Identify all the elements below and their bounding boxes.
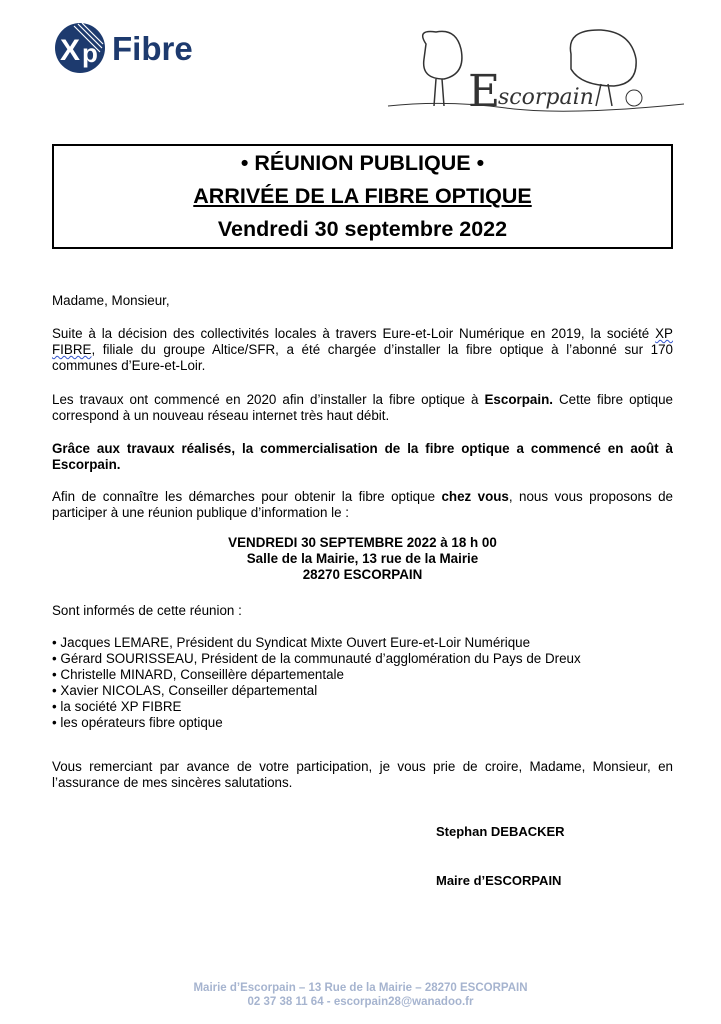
closing: Vous remerciant par avance de votre participation, je vous prie de croire, Madame, Monsieur, en l’assurance de mes sincères salutations. xyxy=(52,759,673,790)
informed-label: Sont informés de cette réunion : xyxy=(52,603,242,618)
p1-text: Suite à la décision des collectivités locales à travers Eure-et-Loir Numérique en 2019, la société xyxy=(52,326,656,341)
p2-text: Les travaux ont commencé en 2020 afin d’installer la fibre optique à xyxy=(52,392,485,407)
p4-text: Afin de connaître les démarches pour obtenir la fibre optique xyxy=(52,489,442,504)
svg-text:X: X xyxy=(60,34,81,67)
title-line-1: • RÉUNION PUBLIQUE • xyxy=(240,151,485,175)
footer-address: Mairie d’Escorpain – 13 Rue de la Mairie – 28270 ESCORPAIN xyxy=(193,982,528,994)
list-item: • les opérateurs fibre optique xyxy=(52,715,673,731)
p4-emphasis: chez vous xyxy=(441,489,509,504)
footer xyxy=(0,981,721,1009)
list-item: • Christelle MINARD, Conseillère départementale xyxy=(52,667,673,683)
list-item: • la société XP FIBRE xyxy=(52,699,673,715)
svg-text:p: p xyxy=(82,38,98,68)
title-box xyxy=(52,144,673,249)
list-item: • Gérard SOURISSEAU, Président de la communauté d’agglomération du Pays de Dreux xyxy=(52,651,673,667)
title-line-2: ARRIVÉE DE LA FIBRE OPTIQUE xyxy=(193,184,532,208)
signature-role: Maire d’ESCORPAIN xyxy=(436,873,562,888)
list-item: • Jacques LEMARE, Président du Syndicat Mixte Ouvert Eure-et-Loir Numérique xyxy=(52,635,673,651)
svg-text:E: E xyxy=(468,66,501,116)
paragraph-4 xyxy=(52,489,673,521)
svg-text:Fibre: Fibre xyxy=(112,30,193,67)
paragraph-2 xyxy=(52,392,673,424)
meeting-date: VENDREDI 30 SEPTEMBRE 2022 à 18 h 00 xyxy=(228,535,497,550)
xp-fibre-logo xyxy=(52,18,232,78)
paragraph-3: Grâce aux travaux réalisés, la commercialisation de la fibre optique a commencé en août à Escorpain. xyxy=(52,441,673,472)
paragraph-1 xyxy=(52,326,673,374)
p1-text-end: , filiale du groupe Altice/SFR, a été chargée d’installer la fibre optique à l’abonné sur 170 communes d’Eure-et-Loir. xyxy=(52,342,673,373)
p4-text-end: , nous vous proposons de participer à une réunion publique d’information le : xyxy=(52,489,673,520)
title-line-3: Vendredi 30 septembre 2022 xyxy=(217,217,508,241)
meeting-city: 28270 ESCORPAIN xyxy=(302,567,423,582)
salutation: Madame, Monsieur, xyxy=(52,293,170,308)
svg-text:scorpain: scorpain xyxy=(498,85,594,110)
p2-text-end: Cette fibre optique correspond à un nouveau réseau internet très haut débit. xyxy=(52,392,674,423)
footer-contact: 02 37 38 11 64 - escorpain28@wanadoo.fr xyxy=(247,996,474,1008)
meeting-place: Salle de la Mairie, 13 rue de la Mairie xyxy=(246,551,479,566)
list-item: • Xavier NICOLAS, Conseiller départemental xyxy=(52,683,673,699)
escorpain-logo xyxy=(386,24,686,116)
informed-list xyxy=(52,635,673,731)
signature-name: Stephan DEBACKER xyxy=(436,824,565,839)
p1-company: XP FIBRE xyxy=(52,326,673,357)
p2-town: Escorpain. xyxy=(484,392,553,407)
meeting-details xyxy=(52,535,673,583)
